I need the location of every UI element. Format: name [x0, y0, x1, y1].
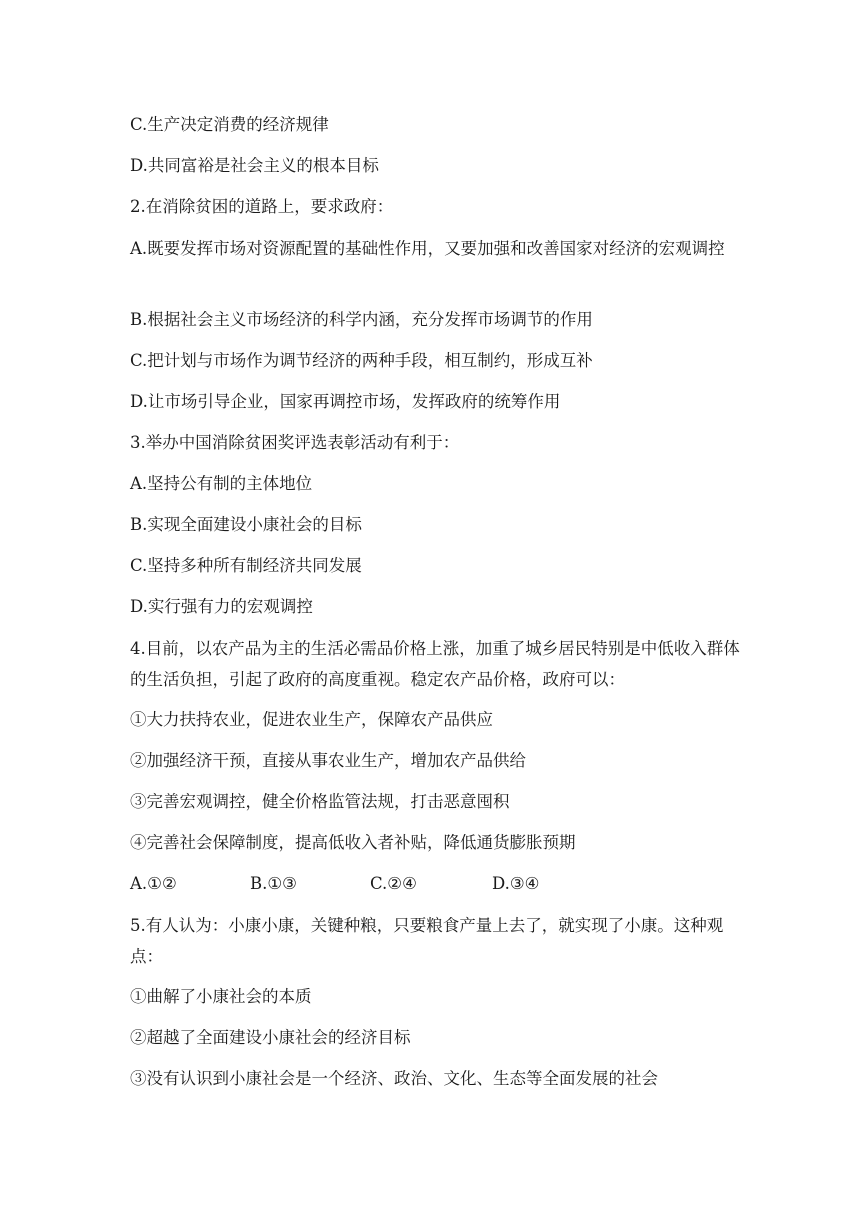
q4-statement-4: ④完善社会保障制度，提高低收入者补贴，降低通货膨胀预期: [130, 833, 576, 852]
q5-statement-3: ③没有认识到小康社会是一个经济、政治、文化、生态等全面发展的社会: [130, 1069, 658, 1088]
q4-choice-d: D.③④: [492, 874, 540, 893]
q5-statement-1: ①曲解了小康社会的本质: [130, 987, 312, 1006]
q3-option-d: D.实行强有力的宏观调控: [130, 597, 313, 616]
q3-option-c: C.坚持多种所有制经济共同发展: [130, 556, 362, 575]
q1-option-d: D.共同富裕是社会主义的根本目标: [130, 156, 379, 175]
q3-stem: 3.举办中国消除贫困奖评选表彰活动有利于：: [130, 433, 460, 452]
q4-choice-c: C.②④: [370, 874, 417, 893]
q2-option-d: D.让市场引导企业，国家再调控市场，发挥政府的统筹作用: [130, 392, 561, 411]
q2-stem: 2.在消除贫困的道路上，要求政府：: [130, 197, 394, 216]
q2-option-c: C.把计划与市场作为调节经济的两种手段，相互制约，形成互补: [130, 351, 593, 370]
q4-choice-a: A.①②: [130, 874, 177, 893]
q5-stem: 5.有人认为：小康小康，关键种粮，只要粮食产量上去了，就实现了小康。这种观点：: [130, 916, 724, 966]
q4-statement-3: ③完善宏观调控，健全价格监管法规，打击恶意囤积: [130, 792, 510, 811]
q4-choice-b: B.①③: [250, 874, 297, 893]
q3-option-b: B.实现全面建设小康社会的目标: [130, 515, 362, 534]
q4-statement-1: ①大力扶持农业，促进农业生产，保障农产品供应: [130, 710, 493, 729]
q4-stem: 4.目前，以农产品为主的生活必需品价格上涨，加重了城乡居民特别是中低收入群体的生活负担，引起了政府的高度重视。稳定农产品价格，政府可以：: [130, 639, 740, 689]
q3-option-a: A.坚持公有制的主体地位: [130, 474, 313, 493]
q2-option-b: B.根据社会主义市场经济的科学内涵，充分发挥市场调节的作用: [130, 310, 593, 329]
q1-option-c: C.生产决定消费的经济规律: [130, 115, 329, 134]
q5-statement-2: ②超越了全面建设小康社会的经济目标: [130, 1028, 411, 1047]
q4-statement-2: ②加强经济干预，直接从事农业生产，增加农产品供给: [130, 751, 526, 770]
q2-option-a: A.既要发挥市场对资源配置的基础性作用，又要加强和改善国家对经济的宏观调控: [130, 239, 725, 258]
